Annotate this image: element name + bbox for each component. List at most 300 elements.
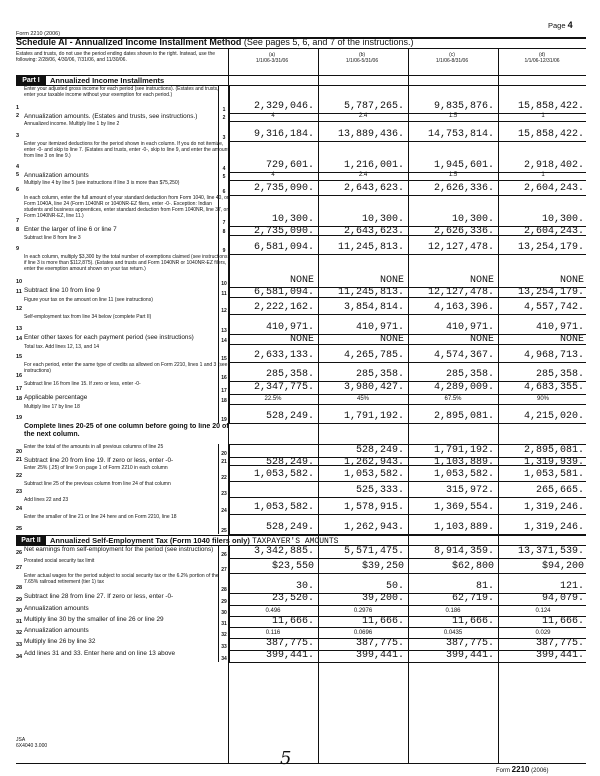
line-value-col-b: $39,250 — [361, 561, 404, 572]
line-value-col-a: 10,300. — [271, 214, 314, 225]
line-box: 25 — [218, 514, 230, 534]
form-line-11 — [16, 287, 586, 297]
line-value-col-d: 1,319,246. — [523, 502, 584, 513]
line-value-col-b: 11,245,813. — [337, 287, 404, 298]
line-value-col-d: 15,858,422. — [517, 101, 584, 112]
line-value-col-c: 1.5 — [448, 172, 458, 178]
schedule-title-text: Schedule AI - Annualized Income Installment Method — [16, 37, 242, 47]
form-line-15 — [16, 344, 586, 362]
handwritten-mark: 5 — [280, 748, 292, 769]
line-value-col-c: 62,719. — [451, 593, 494, 604]
line-value-col-b: 2.4 — [358, 113, 368, 119]
line-value-col-c: 14,753,814. — [427, 129, 494, 140]
line-description: Enter the smaller of line 21 or line 24 here and on Form 2210, line 18 — [24, 514, 177, 520]
line-value-col-b: 13,889,436. — [337, 129, 404, 140]
line-number: 19 — [16, 415, 23, 421]
line-description: Subtract line 25 of the previous column from line 24 of that column — [24, 481, 171, 487]
line-description: Multiply line 4 by line 5 (see instructions if line 3 is more than $75,250) — [24, 180, 180, 186]
line-value-col-c: 1,103,889. — [433, 457, 494, 468]
line-number: 33 — [16, 642, 23, 648]
line-number: 34 — [16, 654, 23, 660]
line-value-col-d: 410,971. — [535, 322, 584, 333]
line-box: 17 — [218, 381, 230, 394]
line-number: 6 — [16, 187, 20, 193]
form-line-22 — [16, 465, 586, 481]
line-box: 10 — [218, 254, 230, 287]
line-description: Annualization amounts — [24, 627, 89, 634]
line-number: 3 — [16, 133, 20, 139]
line-value-col-b: 2,643,623. — [343, 183, 404, 194]
line-number: 21 — [16, 457, 23, 463]
line-value-col-a: 399,441. — [265, 650, 314, 661]
line-value-col-a: 4 — [271, 113, 275, 119]
line-value-col-a: $23,550 — [271, 561, 314, 572]
line-value-col-b: NONE — [379, 334, 404, 345]
line-number: 22 — [16, 473, 23, 479]
line-value-col-a: 410,971. — [265, 322, 314, 333]
line-number: 29 — [16, 597, 23, 603]
line-value-col-d: 90% — [536, 396, 549, 402]
line-value-col-a: 1,053,582. — [253, 502, 314, 513]
line-number: 12 — [16, 306, 23, 312]
line-value-col-b: 0.2976 — [353, 608, 373, 614]
line-description: Enter your itemized deductions for the period shown in each column. If you do not itemize, enter -0- and skip to line 7. (Estates and trusts, enter -0-, skip to line 9, and enter the amount from line 3 on line 9.) — [24, 141, 229, 159]
form-line-6 — [16, 180, 586, 195]
line-value-col-d: 4,968,713. — [523, 350, 584, 361]
page-number-value: 4 — [567, 20, 573, 30]
line-description: Complete lines 20-25 of one column before going to line 20 of the next column. — [24, 423, 229, 438]
line-value-col-a: 528,249. — [265, 457, 314, 468]
line-value-col-d: 2,604,243. — [523, 226, 584, 237]
form-line-34 — [16, 650, 586, 662]
line-box: 3 — [218, 121, 230, 141]
column-header-1 — [322, 52, 402, 64]
line-value-col-b: 525,333. — [355, 485, 404, 496]
line-value-col-c: 0.186 — [445, 608, 461, 614]
form-line-5 — [16, 172, 586, 180]
line-value-col-a: 2,735,090. — [253, 226, 314, 237]
line-box: 28 — [218, 573, 230, 593]
line-value-col-a: 2,347,775. — [253, 382, 314, 393]
line-value-col-d: $94,200 — [541, 561, 584, 572]
line-description: Enter other taxes for each payment period (see instructions) — [24, 334, 194, 341]
line-value-col-d: 4,557,742. — [523, 302, 584, 313]
line-value-col-a: 2,222,162. — [253, 302, 314, 313]
line-value-col-d: 1,053,581. — [523, 469, 584, 480]
line-value-col-a: 2,633,133. — [253, 350, 314, 361]
column-letter: (d) — [538, 52, 546, 58]
line-value-col-b: 2.4 — [358, 172, 368, 178]
form-line-16 — [16, 362, 586, 381]
line-value-col-d: 285,358. — [535, 369, 584, 380]
line-description: In each column, multiply $3,300 by the total number of exemptions claimed (see instructions if line 3 is more than $112,875). (Estates and trusts and Form 1040NR or 1040NR-EZ filers, enter the exemption amount shown on your tax return.) — [24, 254, 228, 272]
line-value-col-b: 39,200. — [361, 593, 404, 604]
column-header-0 — [232, 52, 312, 64]
line-value-col-c: 10,300. — [451, 214, 494, 225]
line-description: Enter actual wages for the period subject to social security tax or the 6.2% portion of the 7.65% railroad retirement (tier 1) tax — [24, 573, 219, 585]
line-number: 31 — [16, 619, 23, 625]
line-number: 5 — [16, 172, 20, 178]
line-value-col-c: 9,835,876. — [433, 101, 494, 112]
line-value-col-b: 528,249. — [355, 445, 404, 456]
line-value-col-c: 410,971. — [445, 322, 494, 333]
line-value-col-c: 0.0435 — [443, 630, 463, 636]
line-box: 27 — [218, 558, 230, 573]
form-line-30 — [16, 605, 586, 616]
line-value-col-c: 2,626,336. — [433, 183, 494, 194]
line-value-col-b: 399,441. — [355, 650, 404, 661]
line-value-col-d: 2,918,402. — [523, 160, 584, 171]
line-description: Annualized income. Multiply line 1 by line 2 — [24, 121, 120, 127]
line-description: Applicable percentage — [24, 394, 88, 401]
line-value-col-d: NONE — [559, 334, 584, 345]
bottom-rule — [16, 763, 586, 764]
line-description: For each period, enter the same type of credits as allowed on Form 2210, lines 1 and 3 (see instructions) — [24, 362, 228, 374]
line-number: 9 — [16, 246, 20, 252]
line-value-col-b: 387,775. — [355, 638, 404, 649]
line-box: 20 — [218, 444, 230, 457]
line-value-col-b: 1,578,915. — [343, 502, 404, 513]
line-box: 14 — [218, 334, 230, 344]
line-value-col-a: 6,581,094. — [253, 242, 314, 253]
line-value-col-a: 528,249. — [265, 411, 314, 422]
line-value-col-d: 10,300. — [541, 214, 584, 225]
form-line-27 — [16, 558, 586, 573]
column-period: 1/1/06-12/31/06 — [524, 58, 560, 64]
line-value-col-c: 12,127,478. — [427, 242, 494, 253]
line-box: 6 — [218, 180, 230, 195]
line-number: 8 — [16, 227, 20, 233]
line-number: 18 — [16, 396, 23, 402]
form-line-3 — [16, 121, 586, 141]
form-line-23 — [16, 481, 586, 497]
line-value-col-d: 387,775. — [535, 638, 584, 649]
line-value-col-c: $62,800 — [451, 561, 494, 572]
line-description: Subtract line 28 from line 27. If zero or less, enter -0- — [24, 593, 174, 600]
line-description: Self-employment tax from line 34 below (complete Part II) — [24, 314, 152, 320]
line-value-col-c: 387,775. — [445, 638, 494, 649]
line-box: 11 — [218, 287, 230, 297]
line-value-col-d: 94,079. — [541, 593, 584, 604]
form-line-31 — [16, 616, 586, 627]
line-number: 1 — [16, 105, 20, 111]
column-header-2 — [412, 52, 492, 64]
form-line-32 — [16, 627, 586, 638]
footer-form-year: (2006) — [531, 768, 549, 774]
line-value-col-c: 315,972. — [445, 485, 494, 496]
line-description: Enter 25% (.25) of line 9 on page 1 of Form 2210 in each column — [24, 465, 168, 471]
line-box: 9 — [218, 235, 230, 254]
line-box: 29 — [218, 593, 230, 605]
line-number: 30 — [16, 608, 23, 614]
line-box: 2 — [218, 113, 230, 121]
line-value-col-c: 1,369,554. — [433, 502, 494, 513]
line-value-col-c: 4,163,396. — [433, 302, 494, 313]
line-box: 30 — [218, 605, 230, 616]
page-label: Page — [548, 21, 566, 30]
line-description: Add lines 22 and 23 — [24, 497, 69, 503]
form-line-24 — [16, 497, 586, 514]
line-value-col-d: 121. — [559, 581, 584, 592]
line-value-col-b: 10,300. — [361, 214, 404, 225]
line-number: 15 — [16, 354, 23, 360]
line-value-col-c: NONE — [469, 334, 494, 345]
line-description: Subtract line 8 from line 3 — [24, 235, 81, 241]
line-value-col-a: NONE — [289, 334, 314, 345]
line-value-col-d: 15,858,422. — [517, 129, 584, 140]
line-box: 31 — [218, 616, 230, 627]
column-letter: (a) — [268, 52, 276, 58]
line-number: 11 — [16, 289, 22, 295]
line-description: Annualization amounts — [24, 172, 89, 179]
part1-label: Part I — [16, 76, 46, 85]
line-number: 14 — [16, 336, 23, 342]
line-box: 33 — [218, 638, 230, 650]
line-value-col-a: 285,358. — [265, 369, 314, 380]
form-line-29 — [16, 593, 586, 605]
line-box: 24 — [218, 497, 230, 514]
line-value-col-a: 4 — [271, 172, 275, 178]
line-description: Enter the total of the amounts in all previous columns of line 25 — [24, 444, 164, 450]
jsa-label: JSA — [16, 737, 26, 743]
line-value-col-a: NONE — [289, 275, 314, 286]
line-description: Subtract line 16 from line 15. If zero or less, enter -0- — [24, 381, 141, 387]
form-line-19 — [16, 404, 586, 423]
line-number: 24 — [16, 506, 23, 512]
line-description: Multiply line 30 by the smaller of line 26 or line 29 — [24, 616, 164, 623]
line-value-col-d: 1,319,939. — [523, 457, 584, 468]
line-value-col-b: 3,854,814. — [343, 302, 404, 313]
line-description: Multiply line 26 by line 32 — [24, 638, 96, 645]
form-line-9 — [16, 235, 586, 254]
form-line-18 — [16, 394, 586, 404]
line-value-col-b: NONE — [379, 275, 404, 286]
column-period: 1/1/06-8/31/06 — [435, 58, 469, 64]
line-description: Subtract line 10 from line 9 — [24, 287, 101, 294]
line-value-col-b: 50. — [385, 581, 404, 592]
line-value-col-b: 4,265,785. — [343, 350, 404, 361]
line-value-col-d: 0.029 — [535, 630, 551, 636]
line-value-col-a: 528,249. — [265, 522, 314, 533]
line-description: Net earnings from self-employment for the period (see instructions) — [24, 546, 214, 553]
part2-title — [50, 536, 338, 546]
line-value-col-b: 2,643,623. — [343, 226, 404, 237]
line-description: Total tax. Add lines 12, 13, and 14 — [24, 344, 100, 350]
line-description: Annualization amounts. (Estates and trusts, see instructions.) — [24, 113, 198, 120]
column-period: 1/1/06-5/31/06 — [345, 58, 379, 64]
line-value-col-c: 4,289,009. — [433, 382, 494, 393]
line-box: 34 — [218, 650, 230, 662]
form-line-20 — [16, 444, 586, 457]
line-value-col-d: 1 — [541, 172, 545, 178]
jsa-code — [16, 737, 47, 749]
form-line-13 — [16, 314, 586, 334]
line-number: 10 — [16, 279, 23, 285]
line-value-col-c: NONE — [469, 275, 494, 286]
line-value-col-c: 1,103,889. — [433, 522, 494, 533]
line-value-col-c: 1.5 — [448, 113, 458, 119]
line-number: 20 — [16, 449, 23, 455]
line-value-col-b: 5,787,265. — [343, 101, 404, 112]
line-box: 32 — [218, 627, 230, 638]
line-value-col-d: NONE — [559, 275, 584, 286]
line-value-col-c: 4,574,367. — [433, 350, 494, 361]
column-header-3 — [502, 52, 582, 64]
line-number: 26 — [16, 550, 23, 556]
line-box: 16 — [218, 362, 230, 381]
line-box: 26 — [218, 546, 230, 558]
line-box: 23 — [218, 481, 230, 497]
line-description: Figure your tax on the amount on line 11 (see instructions) — [24, 297, 153, 303]
line-value-col-a: 3,342,885. — [253, 546, 314, 557]
line-number: 25 — [16, 526, 23, 532]
estates-intro: Estates and trusts, do not use the period ending dates shown to the right. Instead, use the following: 2/28/06, 4/30/06, 7/31/06, and 11/30/06. — [16, 51, 216, 63]
line-value-col-b: 45% — [356, 396, 369, 402]
form-line-7 — [16, 195, 586, 226]
line-number: 27 — [16, 565, 23, 571]
line-description: In each column, enter the full amount of your standard deduction from Form 1040, line 40, or Form 1040A, line 24 (Form 1040NR or 1040NR-EZ filers, enter -0-. Exception: Indian students and business apprentices, enter standard deduction from Form 1040NR, line 37, or Form 1040NR-EZ, line 11.) — [24, 195, 229, 219]
line-number: 4 — [16, 164, 20, 170]
title-rule — [16, 48, 586, 49]
line-value-col-b: 0.0696 — [353, 630, 373, 636]
line-box: 12 — [218, 297, 230, 314]
line-value-col-b: 1,053,582. — [343, 469, 404, 480]
line-value-col-c: 399,441. — [445, 650, 494, 661]
line-value-col-d: 4,683,355. — [523, 382, 584, 393]
line-value-col-a: 11,666. — [271, 616, 314, 627]
line-value-col-c: 11,666. — [451, 616, 494, 627]
line-value-col-a: 9,316,184. — [253, 129, 314, 140]
line-number: 32 — [16, 630, 23, 636]
form-id: Form 2210 (2006) — [16, 31, 61, 37]
line-box: 19 — [218, 404, 230, 423]
line-value-col-a: 0.116 — [265, 630, 281, 636]
line-value-col-d: 11,666. — [541, 616, 584, 627]
line-box: 7 — [218, 195, 230, 226]
part1-bar — [16, 75, 586, 86]
form-line-26 — [16, 546, 586, 558]
line-value-col-d: 13,371,539. — [517, 546, 584, 557]
form-line-2 — [16, 113, 586, 121]
column-period: 1/1/06-3/31/06 — [255, 58, 289, 64]
line-value-col-b: 11,245,813. — [337, 242, 404, 253]
line-box: 13 — [218, 314, 230, 334]
line-value-col-d: 1,319,246. — [523, 522, 584, 533]
line-number: 7 — [16, 218, 20, 224]
line-box: 8 — [218, 226, 230, 235]
line-description: Enter the larger of line 6 or line 7 — [24, 226, 117, 233]
line-value-col-c: 67.5% — [444, 396, 462, 402]
line-box: 4 — [218, 141, 230, 172]
part2-title-text: Annualized Self-Employment Tax — [50, 536, 168, 545]
part2-bar — [16, 535, 586, 546]
line-value-col-c: 1,791,192. — [433, 445, 494, 456]
line-value-col-a: 0.496 — [265, 608, 281, 614]
footer-form-id — [496, 765, 548, 774]
line-value-col-d: 2,604,243. — [523, 183, 584, 194]
part1-title: Annualized Income Installments — [50, 76, 165, 85]
form-line-33 — [16, 638, 586, 650]
line-description: Add lines 31 and 33. Enter here and on line 13 above — [24, 650, 176, 657]
line-value-col-c: 2,626,336. — [433, 226, 494, 237]
line-number: 28 — [16, 585, 23, 591]
line-value-col-d: 2,895,081. — [523, 445, 584, 456]
line-value-col-b: 1,216,001. — [343, 160, 404, 171]
line-value-col-b: 5,571,475. — [343, 546, 404, 557]
line-value-col-c: 81. — [475, 581, 494, 592]
line-value-col-a: 30. — [295, 581, 314, 592]
line-value-col-c: 285,358. — [445, 369, 494, 380]
part2-label: Part II — [16, 536, 46, 545]
line-description: Prorated social security tax limit — [24, 558, 95, 564]
footer-form-label: Form — [496, 768, 510, 774]
part2-typed-note: TAXPAYER'S AMOUNTS — [252, 537, 339, 546]
form-line-28 — [16, 573, 586, 593]
line-box: 15 — [218, 344, 230, 362]
line-value-col-d: 1 — [541, 113, 545, 119]
line-value-col-b: 410,971. — [355, 322, 404, 333]
line-value-col-c: 1,053,582. — [433, 469, 494, 480]
schedule-ref: (See pages 5, 6, and 7 of the instructions.) — [243, 37, 414, 47]
line-value-col-c: 2,895,081. — [433, 411, 494, 422]
form-line-10 — [16, 254, 586, 287]
schedule-title — [16, 37, 413, 47]
line-value-col-a: 729,601. — [265, 160, 314, 171]
form-line-8 — [16, 226, 586, 235]
form-line-1 — [16, 86, 586, 113]
line-description: Annualization amounts — [24, 605, 89, 612]
line-value-col-a: 6,581,094. — [253, 287, 314, 298]
form-line-instruction — [16, 423, 586, 444]
line-number: 23 — [16, 489, 23, 495]
line-value-col-b: 11,666. — [361, 616, 404, 627]
form-line-17 — [16, 381, 586, 394]
page-number — [548, 20, 573, 30]
line-value-col-d: 0.124 — [535, 608, 551, 614]
form-line-25 — [16, 514, 586, 534]
line-number: 2 — [16, 113, 20, 119]
line-value-col-b: 3,980,427. — [343, 382, 404, 393]
part2-title-note: (Form 1040 filers only) — [169, 536, 250, 545]
line-value-col-a: 22.5% — [264, 396, 282, 402]
line-value-col-c: 12,127,478. — [427, 287, 494, 298]
line-description: Subtract line 20 from line 19. If zero or less, enter -0- — [24, 457, 174, 464]
form-line-14 — [16, 334, 586, 344]
line-value-col-c: 8,914,359. — [433, 546, 494, 557]
footer-form-number: 2210 — [511, 765, 530, 774]
line-number: 13 — [16, 326, 23, 332]
line-value-col-a: 1,053,582. — [253, 469, 314, 480]
line-value-col-d: 4,215,020. — [523, 411, 584, 422]
line-box: 18 — [218, 394, 230, 404]
line-description: Enter your adjusted gross income for each period (see instructions). (Estates and trusts, enter your taxable income without your exemption for each period.) — [24, 86, 219, 98]
line-value-col-a: 23,520. — [271, 593, 314, 604]
line-value-col-b: 285,358. — [355, 369, 404, 380]
line-value-col-d: 13,254,179. — [517, 287, 584, 298]
line-value-col-b: 1,262,943. — [343, 522, 404, 533]
line-value-col-a: 2,735,090. — [253, 183, 314, 194]
line-value-col-b: 1,791,192. — [343, 411, 404, 422]
column-letter: (c) — [449, 52, 455, 58]
line-value-col-c: 1,945,601. — [433, 160, 494, 171]
line-box: 22 — [218, 465, 230, 481]
line-number: 16 — [16, 373, 23, 379]
line-box: 5 — [218, 172, 230, 180]
line-description: Multiply line 17 by line 18 — [24, 404, 80, 410]
line-value-col-a: 387,775. — [265, 638, 314, 649]
form-line-12 — [16, 297, 586, 314]
line-value-col-d: 399,441. — [535, 650, 584, 661]
